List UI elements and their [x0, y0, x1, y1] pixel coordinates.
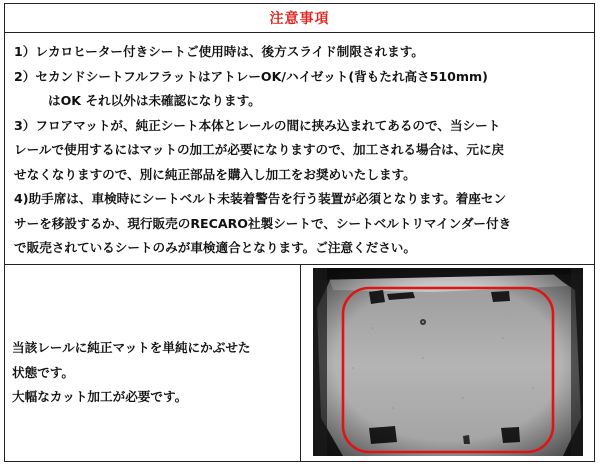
note-line: 4)助手席は、車検時にシートベルト未装着警告を行う装置が必須となります。着座セン [14, 191, 507, 206]
note-line: はOK それ以外は未確認になります。 [48, 93, 261, 108]
caption-cell [5, 265, 301, 461]
note-line: レールで使用するにはマットの加工が必要になりますので、加工される場合は、元に戻 [14, 142, 505, 157]
note-line: 3）フロアマットが、純正シート本体とレールの間に挟み込まれてあるので、当シート [14, 117, 501, 133]
note-line: サーを移設するか、現行販売のRECARO社製シートで、シートベルトリマインダー付き [14, 215, 512, 231]
notice-document [4, 3, 595, 462]
title-row [5, 4, 594, 33]
note-line: 1）レカロヒーター付きシートご使用時は、後方スライド制限されます。 [14, 44, 424, 59]
page-title: 注意事項 [269, 11, 330, 27]
caption-line: 大幅なカット加工が必要です。 [12, 389, 188, 405]
caption-line: 当該レールに純正マットを単純にかぶせた [12, 340, 251, 356]
floor-mat-photo [313, 268, 583, 456]
caption-line: 状態です。 [12, 364, 74, 380]
note-line: で販売されているシートのみが車検適合となります。ご注意ください。 [14, 240, 416, 255]
notes-section [5, 33, 594, 265]
photo-cell [301, 265, 594, 461]
note-line: せなくなりますので、別に純正部品を購入し加工をお奨めいたします。 [14, 166, 416, 182]
photo-section [5, 265, 594, 461]
note-line: 2）セカンドシートフルフラットはアトレーOK/ハイゼット(背もたれ高さ510mm) [14, 68, 488, 84]
